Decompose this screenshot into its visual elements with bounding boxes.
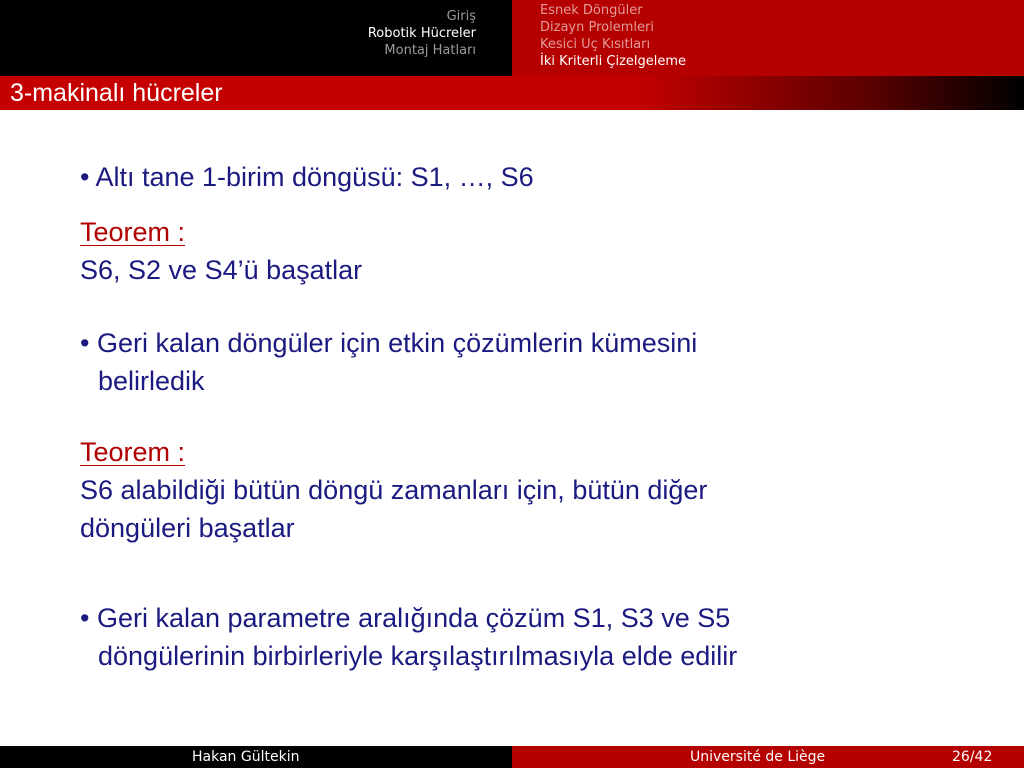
footer-institution: Université de Liège — [690, 749, 826, 765]
bullet-two-line-1: • Geri kalan döngüler için etkin çözümlerin kümesini — [80, 328, 698, 358]
theorem-two-line-2: döngüleri başatlar — [80, 513, 295, 543]
theorem-two-line-1: S6 alabildiği bütün döngü zamanları için, bütün diğer — [80, 475, 708, 505]
theorem-one-heading: Teorem : — [80, 217, 186, 247]
nav-subsection-dizayn-prolemleri[interactable]: Dizayn Prolemleri — [540, 20, 654, 35]
footer-author: Hakan Gültekin — [192, 749, 300, 765]
nav-section-robotik-hucreler[interactable]: Robotik Hücreler — [367, 26, 476, 41]
bullet-three — [80, 599, 737, 675]
theorem-two — [80, 433, 707, 547]
bullet-one — [80, 158, 534, 196]
section-navigation — [0, 0, 512, 76]
frame-title-bar — [0, 76, 1024, 110]
nav-subsection-kesici-uc-kisitlari[interactable]: Kesici Uç Kısıtları — [540, 37, 651, 52]
theorem-two-heading: Teorem : — [80, 437, 186, 467]
bullet-three-line-2: döngülerinin birbirleriyle karşılaştırılmasıyla elde edilir — [98, 641, 738, 671]
subsection-navigation — [512, 0, 1024, 76]
footer-author-panel — [0, 746, 512, 768]
bullet-two-line-2: belirledik — [98, 366, 205, 396]
frame-title: 3-makinalı hücreler — [10, 79, 223, 107]
bullet-three-line-1: • Geri kalan parametre aralığında çözüm S1, S3 ve S5 — [80, 603, 731, 633]
nav-subsection-esnek-donguler[interactable]: Esnek Döngüler — [540, 3, 643, 18]
nav-subsection-iki-kriterli-cizelgeleme[interactable]: İki Kriterli Çizelgeleme — [540, 54, 687, 69]
bullet-two — [80, 324, 697, 400]
footer-page-number: 26/42 — [952, 749, 993, 765]
theorem-one-body: S6, S2 ve S4’ü başatlar — [80, 255, 363, 285]
bullet-one-text: • Altı tane 1-birim döngüsü: S1, …, S6 — [80, 162, 534, 192]
theorem-one — [80, 213, 362, 289]
footer-institution-panel — [512, 746, 1024, 768]
nav-section-montaj-hatlari[interactable]: Montaj Hatları — [384, 43, 476, 58]
footer — [0, 746, 1024, 768]
header — [0, 0, 1024, 76]
nav-section-giris[interactable]: Giriş — [446, 9, 476, 24]
